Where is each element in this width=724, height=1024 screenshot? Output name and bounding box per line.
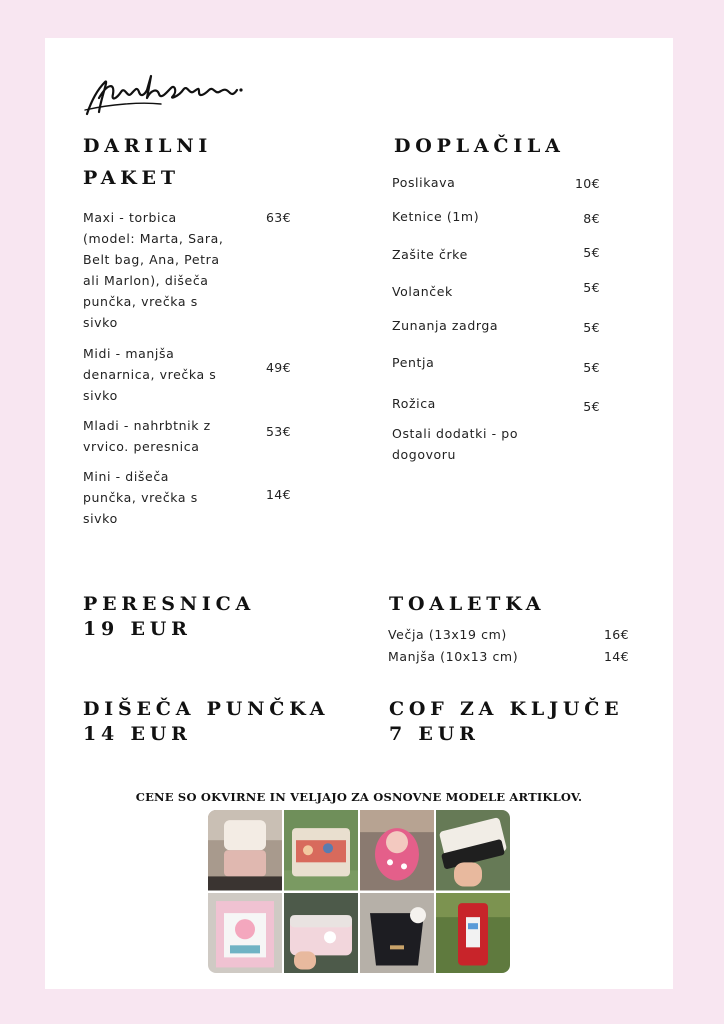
darilni-item-name: Mini - dišeča punčka, vrečka s sivko	[83, 469, 198, 526]
darilni-item-price: 14€	[265, 487, 291, 502]
price-sheet	[45, 38, 673, 989]
pouch-photo	[284, 893, 358, 974]
diseca-puncka-price: 14 EUR	[83, 723, 192, 745]
toaletka-item-price: 16€	[603, 627, 629, 642]
darilni-paket-title: DARILNI PAKET	[83, 135, 213, 189]
doplacila-item-price: 5€	[583, 320, 600, 335]
peresnica-title: PERESNICA	[83, 593, 256, 615]
brand-logo	[81, 68, 245, 120]
backpack-photo	[208, 810, 282, 891]
toaletka-item-name: Manjša (10x13 cm)	[388, 649, 519, 664]
toaletka-title: TOALETKA	[389, 593, 546, 615]
doll-photo	[360, 810, 434, 891]
cof-price: 7 EUR	[389, 723, 480, 745]
doplacila-item-name: Poslikava	[392, 175, 456, 190]
doplacila-item-name: Zunanja zadrga	[392, 318, 499, 333]
doplacila-item-price: 5€	[583, 280, 600, 295]
red-bag-photo	[436, 893, 510, 974]
doplacila-item-name: Ketnice (1m)	[392, 209, 480, 224]
product-photo-grid	[208, 810, 510, 973]
price-disclaimer: CENE SO OKVIRNE IN VELJAJO ZA OSNOVNE MODELE ARTIKLOV.	[135, 790, 583, 804]
doplacila-item-price: 5€	[583, 360, 600, 375]
bag-photo	[284, 810, 358, 891]
toaletka-item-price: 14€	[603, 649, 629, 664]
doplacila-item-price: 5€	[583, 245, 600, 260]
doplacila-title: DOPLAČILA	[394, 135, 565, 157]
wallet-photo	[436, 810, 510, 891]
doplacila-item-price: 5€	[583, 399, 600, 414]
darilni-item-name: Mladi - nahrbtnik z vrvico. peresnica	[83, 418, 211, 454]
doplacila-item-name: Zašite črke	[392, 247, 468, 262]
doplacila-item-name: Rožica	[392, 396, 436, 411]
doplacila-item-name: Pentja	[392, 355, 435, 370]
diseca-puncka-title: DIŠEČA PUNČKA	[83, 698, 330, 720]
darilni-item-name: Maxi - torbica (model: Marta, Sara, Belt bag, Ana, Petra ali Marlon), dišeča punčka, vrečka s sivko	[83, 210, 224, 330]
peresnica-price: 19 EUR	[83, 618, 192, 640]
cof-title: COF ZA KLJUČE	[389, 698, 624, 720]
toaletka-item-name: Večja (13x19 cm)	[388, 627, 507, 642]
doplacila-item-price: 8€	[583, 211, 600, 226]
darilni-item-name: Midi - manjša denarnica, vrečka s sivko	[83, 346, 217, 403]
darilni-item-price: 63€	[265, 210, 291, 225]
drawstring-bag-photo	[208, 893, 282, 974]
darilni-item-price: 49€	[265, 360, 291, 375]
darilni-item-price: 53€	[265, 424, 291, 439]
black-bag-photo	[360, 893, 434, 974]
doplacila-item-name: Volanček	[392, 284, 453, 299]
doplacila-item-price: 10€	[574, 176, 600, 191]
doplacila-item-name: Ostali dodatki - po dogovoru	[392, 426, 519, 462]
